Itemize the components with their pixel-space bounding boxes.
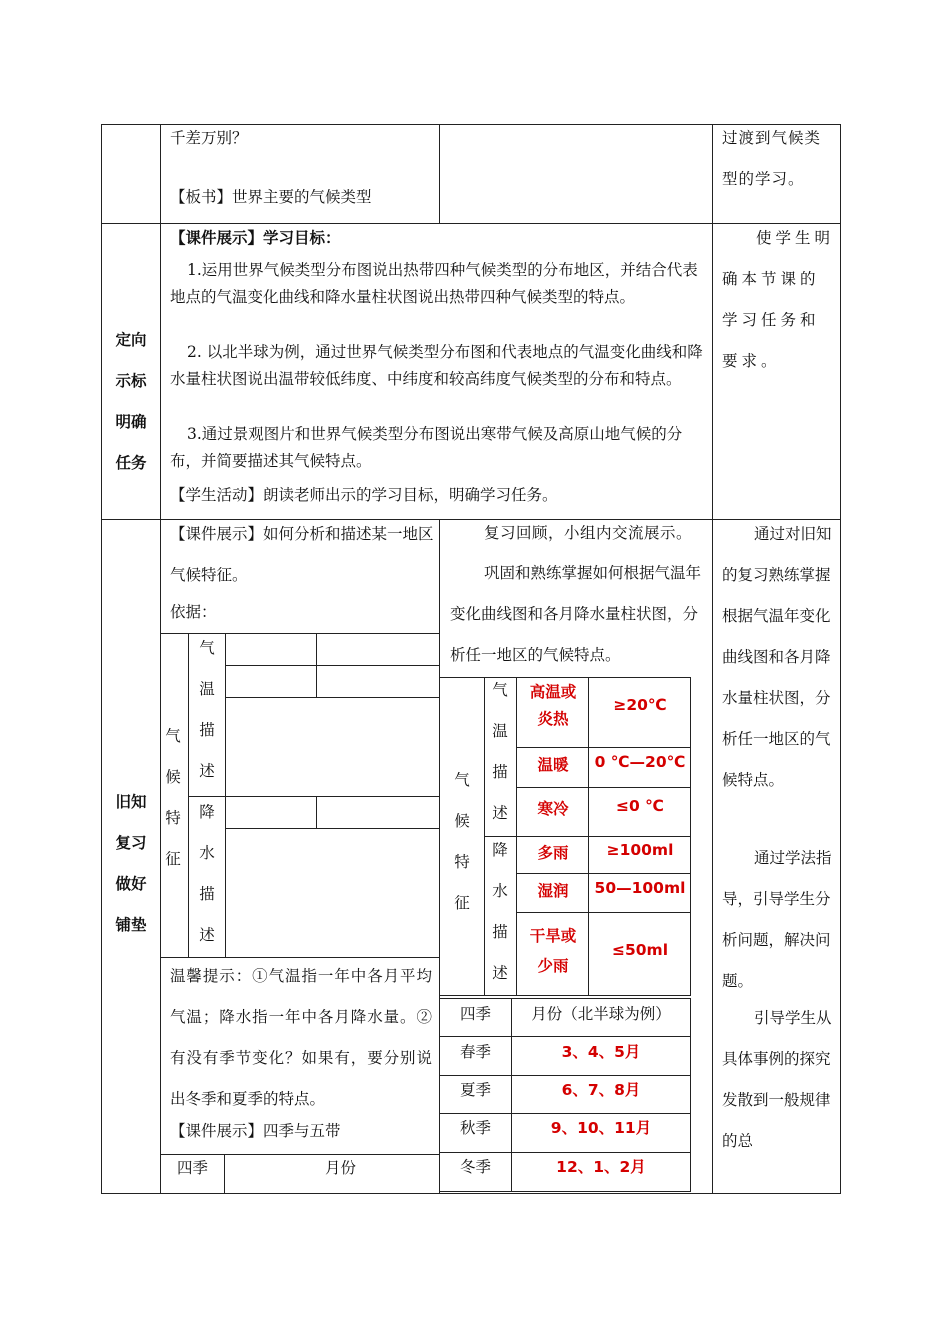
row3-intent-3: 引导学生从具体事例的探究发散到一般规律的总 [722,1009,832,1150]
mid-consolidate: 巩固和熟练掌握如何根据气温年变化曲线图和各月降水量柱状图，分析任一地区的气候特点。 [450,564,702,664]
climate-temp-label: 气温描述 [492,681,508,822]
months-spring: 3、4、5月 [561,1043,641,1061]
climate-value-dry: ≤50ml [611,941,669,959]
left-intro: 【课件展示】如何分析和描述某一地区气候特征。 [170,525,434,584]
table-border-right [840,124,841,1194]
climate-table-top [440,677,691,678]
table-border-bottom [101,1193,841,1194]
climate-term-hot: 高温或炎热 [529,683,577,728]
left-table-r1 [225,665,439,666]
left-table-main-label: 气候特征 [165,727,181,868]
row3-label-1: 旧知 [115,793,147,811]
courseware-seasons-zones: 【课件展示】四季与五带 [170,1122,341,1140]
climate-precip-label: 降水描述 [492,841,508,982]
months-summer: 6、7、8月 [561,1081,641,1099]
row2-section-label [111,320,151,484]
row2-label-2: 示标 [115,372,147,390]
climate-value-rainy: ≥100ml [606,841,674,859]
bottom-table-h2: 月份 [325,1159,357,1177]
climate-table-v3 [588,677,589,996]
row2-label-4: 任务 [115,454,147,472]
season-table-right [690,998,691,1191]
climate-value-hot: ≥20℃ [613,696,667,714]
climate-table-r1 [516,747,691,748]
left-table-temp-label: 气温描述 [199,639,215,780]
left-table-r2 [225,697,439,698]
row1-intent-line1: 过渡到气候类 [722,129,822,147]
climate-term-warm: 温暖 [537,756,569,774]
climate-main-label: 气候特征 [454,771,470,912]
table-border-top [101,124,841,125]
bottom-table-top [160,1154,439,1155]
season-table-r4 [440,1152,691,1153]
months-autumn: 9、10、11月 [550,1119,652,1137]
row2-label-1: 定向 [115,331,147,349]
row3-intent-1: 通过对旧知的复习熟练掌握根据气温年变化曲线图和各月降水量柱状图，分析任一地区的气候特点。 [722,525,832,789]
climate-term-rainy: 多雨 [537,844,569,862]
climate-value-warm: 0 ℃—20℃ [594,753,686,771]
season-spring: 春季 [460,1043,492,1061]
row1-intent-line2: 型的学习。 [722,170,805,188]
row1-col2-line1: 千差万别？ [170,129,248,147]
col-divider-1 [160,124,161,1194]
left-table-precip-label: 降水描述 [199,803,215,944]
climate-term-cold: 寒冷 [537,800,569,818]
season-table-r3 [440,1113,691,1114]
table-border-left [101,124,102,1194]
season-table-r1 [440,1036,691,1037]
climate-term-dry: 干旱或少雨 [529,927,577,975]
row3-label-4: 铺垫 [115,916,147,934]
col-divider-3 [712,124,713,1194]
season-table-top [440,998,691,999]
climate-table-v1 [484,677,485,996]
goal-2: 2. 以北半球为例，通过世界气候类型分布图和代表地点的气温变化曲线和降水量柱状图说出温带较低纬度、中纬度和较高纬度气候类型的分布和特点。 [170,343,703,388]
bottom-table-h1: 四季 [177,1159,209,1177]
climate-table-r2 [516,787,691,788]
student-activity: 【学生活动】朗读老师出示的学习目标，明确学习任务。 [170,486,558,504]
row3-intent-2: 通过学法指导，引导学生分析问题，解决问题。 [722,849,832,990]
heading-prefix: 【课件展示】 [170,229,264,247]
row1-board-title: 【板书】世界主要的气候类型 [170,188,372,206]
season-winter: 冬季 [460,1158,492,1176]
climate-table-bottom [440,995,691,996]
climate-value-humid: 50—100ml [594,879,686,897]
climate-table-r4 [516,873,691,874]
bottom-table-v [224,1154,225,1194]
season-table-r2 [440,1075,691,1076]
months-header: 月份（北半球为例） [531,1005,671,1023]
climate-term-humid: 湿润 [537,882,569,900]
left-table-v2 [225,633,226,958]
row2-label-3: 明确 [115,413,147,431]
left-table-r3 [225,828,439,829]
warm-tip: 温馨提示：①气温指一年中各月平均气温；降水指一年中各月降水量。②有没有季节变化？如果有，要分别说出冬季和夏季的特点。 [170,967,432,1108]
row3-label-2: 复习 [115,834,147,852]
row2-intent: 使学生明确本节课的学习任务和要求。 [722,229,835,370]
left-table-v1 [188,633,189,958]
climate-table-right [690,677,691,996]
climate-table-r5 [516,912,691,913]
left-table-v3a [316,633,317,698]
climate-value-cold: ≤0 ℃ [616,797,664,815]
row3-section-label [111,782,151,946]
heading-text: 学习目标： [263,229,341,247]
goal-1: 1.运用世界气候类型分布图说出热带四种气候类型的分布地区，并结合代表地点的气温变化曲线和降水量柱状图说出热带四种气候类型的特点。 [170,261,698,306]
learning-goals-heading [170,228,341,248]
mid-review: 复习回顾，小组内交流展示。 [484,524,693,542]
row3-label-3: 做好 [115,875,147,893]
left-table-v3b [316,796,317,829]
months-winter: 12、1、2月 [556,1158,646,1176]
left-basis: 依据： [170,603,217,621]
climate-table-v2 [516,677,517,996]
season-table-bottom [440,1191,691,1192]
season-autumn: 秋季 [460,1119,492,1137]
goal-3: 3.通过景观图片和世界气候类型分布图说出寒带气候及高原山地气候的分布，并简要描述其气候特点。 [170,425,683,470]
season-header: 四季 [460,1005,492,1023]
col-divider-2a [439,124,440,224]
col-divider-2b [439,519,440,1194]
season-summer: 夏季 [460,1081,492,1099]
